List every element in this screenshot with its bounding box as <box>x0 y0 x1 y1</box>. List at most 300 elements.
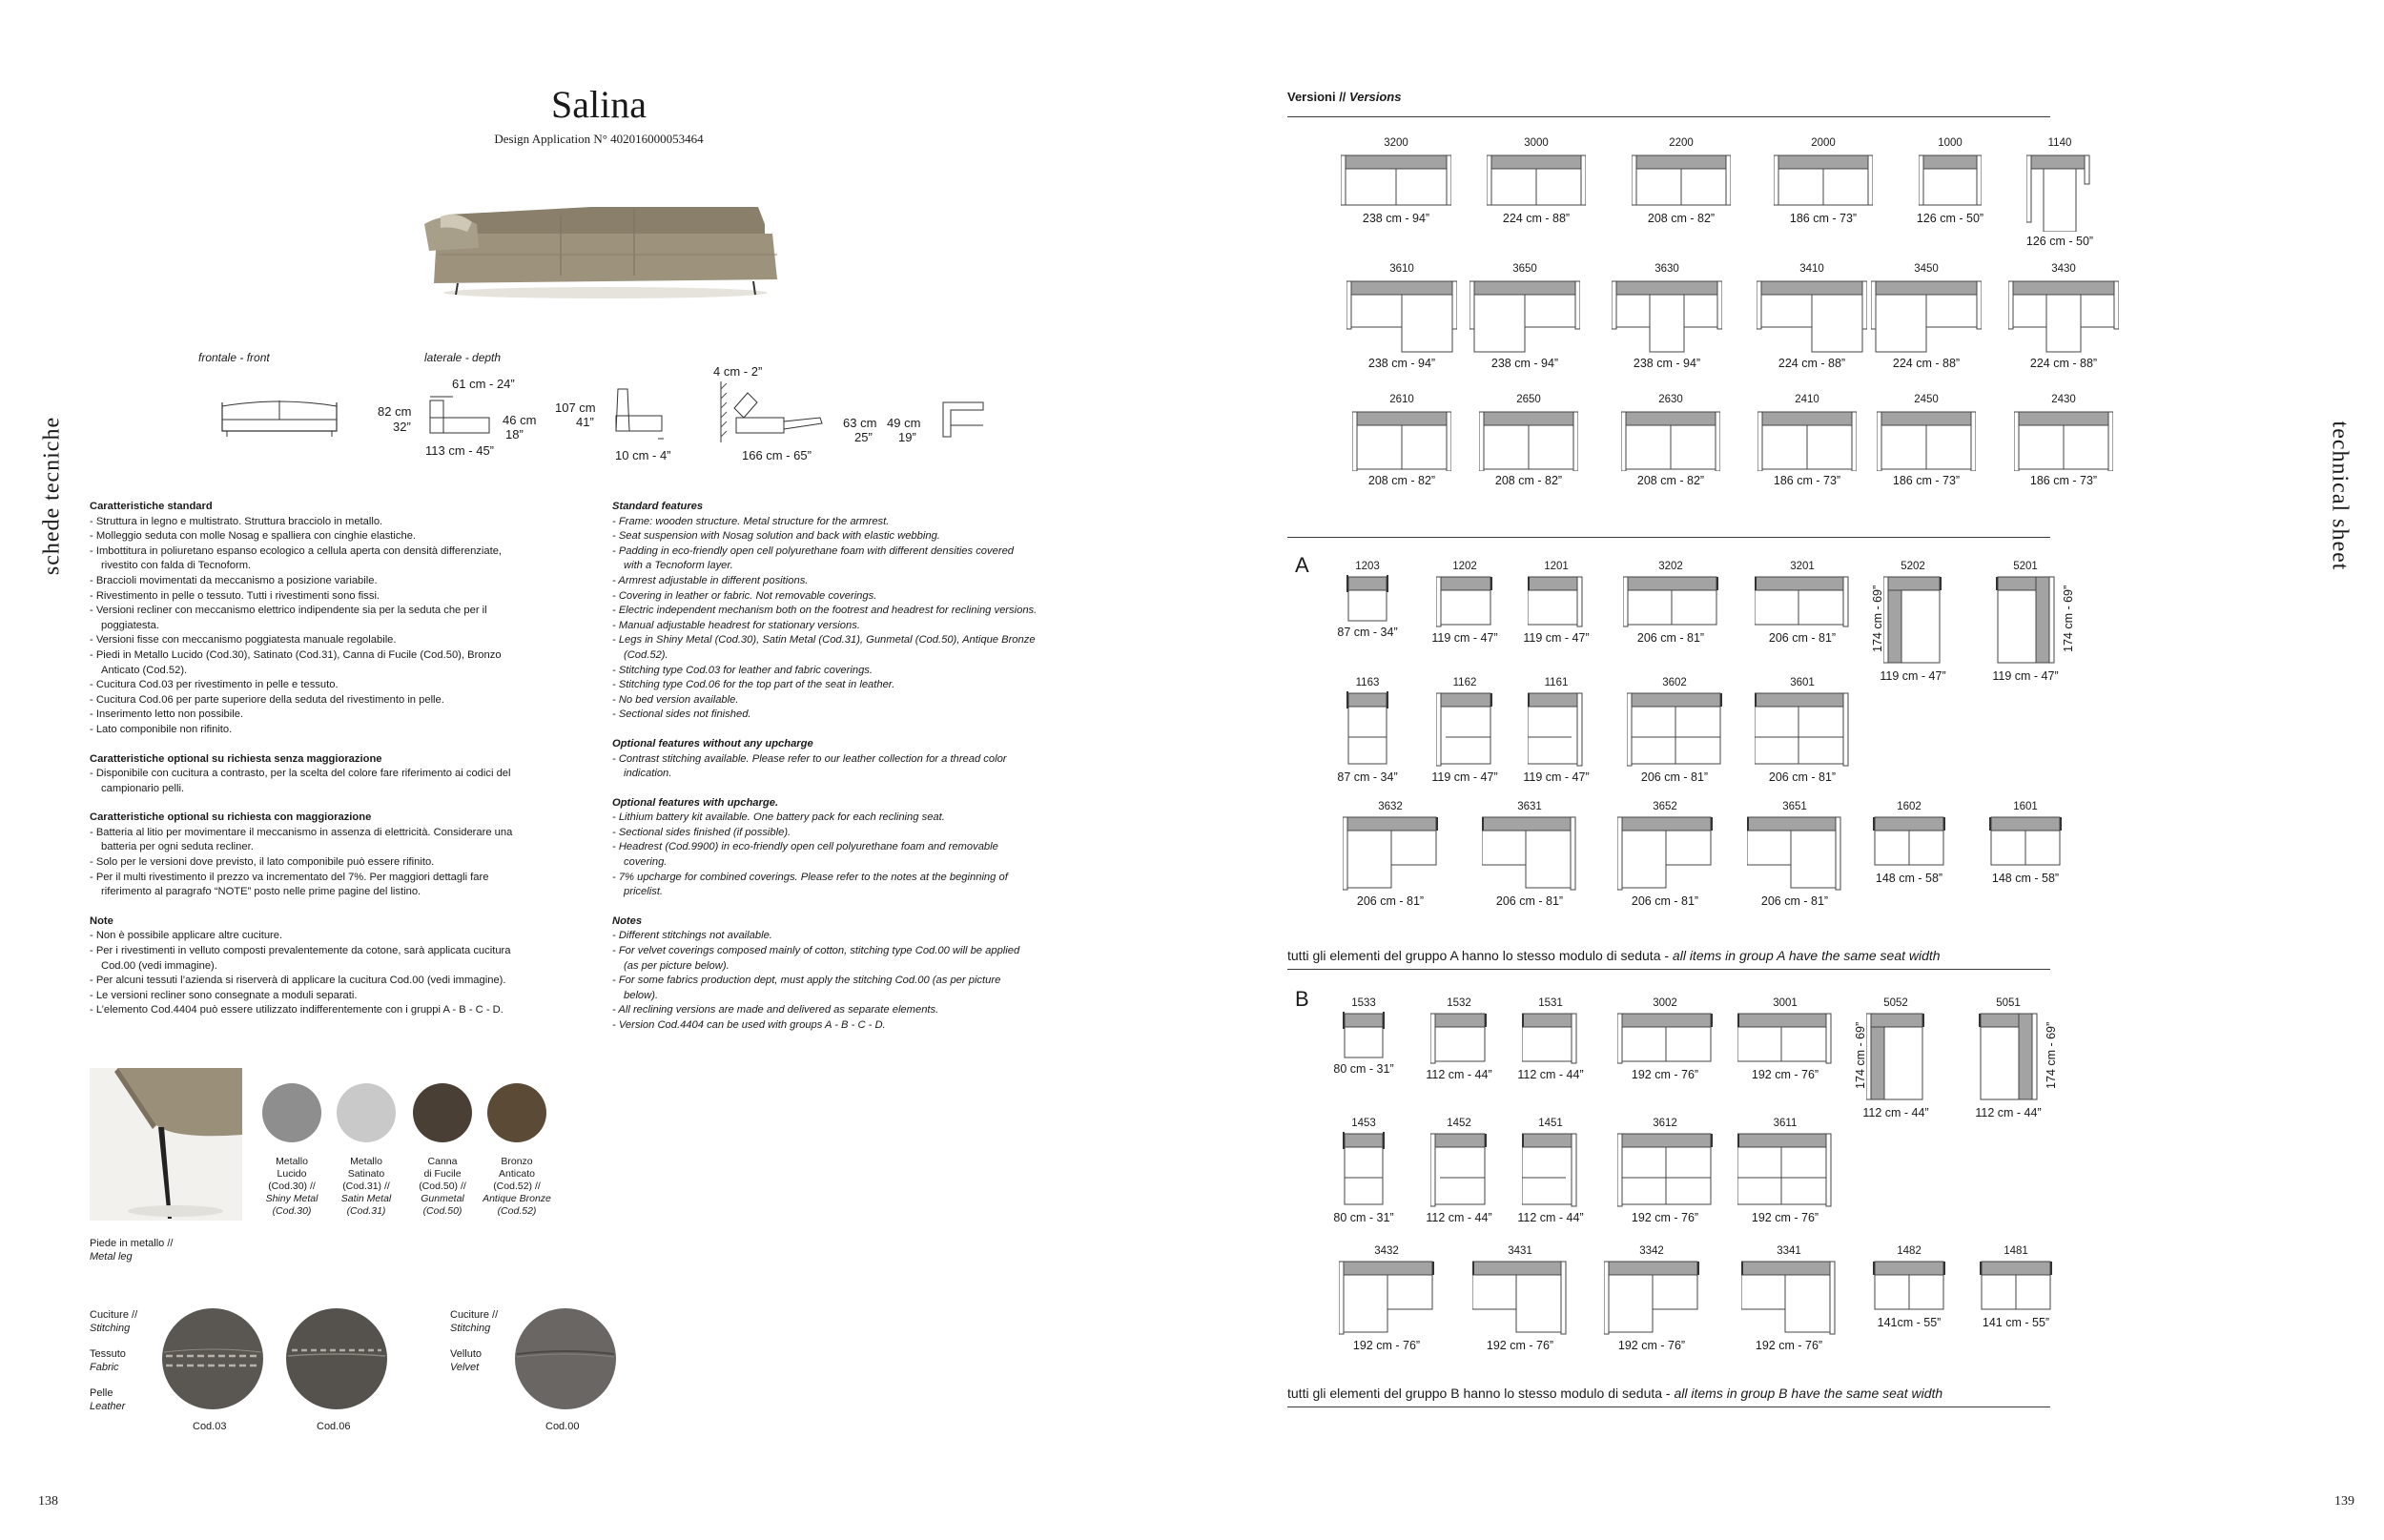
finish-caption-line: (Cod.30) <box>272 1205 312 1217</box>
sofa-module-3431 <box>1463 1245 1577 1352</box>
module-code: 1201 <box>1544 561 1569 572</box>
view-side-label: laterale - depth <box>424 351 502 364</box>
stitching-label: Cuciture // <box>90 1309 138 1321</box>
module-drawing <box>1343 815 1438 892</box>
feature-line: - Covering in leather or fabric. Not removable coverings. <box>612 589 877 602</box>
stitching-label-2-en: Stitching <box>450 1323 491 1334</box>
module-width: 224 cm - 88” <box>2029 357 2098 370</box>
module-code: 3342 <box>1639 1245 1664 1257</box>
module-width: 206 cm - 81” <box>1631 894 1699 908</box>
feature-spacer <box>90 796 605 811</box>
module-code: 3611 <box>1773 1118 1798 1129</box>
feature-line: - No bed version available. <box>612 693 739 706</box>
feature-line: - Manual adjustable headrest for stationary versions. <box>612 619 860 631</box>
module-code: 3632 <box>1378 801 1403 812</box>
stitch-sample-cod03 <box>160 1306 265 1411</box>
module-code: 3602 <box>1662 677 1687 688</box>
dim-armrest-height: 63 cm <box>843 416 877 430</box>
feature-line: - Cucitura Cod.03 per rivestimento in pelle e tessuto. <box>90 679 339 691</box>
feature-line: - Braccioli movimentati da meccanismo a posizione variabile. <box>90 574 378 586</box>
feature-line: - Batteria al litio per movimentare il meccanismo in assenza di elettricità. Considerare una <box>90 826 513 838</box>
module-drawing <box>1430 1132 1488 1208</box>
module-drawing <box>2026 152 2093 232</box>
module-code: 3000 <box>1524 137 1549 149</box>
group-a-letter: A <box>1295 553 1309 577</box>
feature-spacer <box>612 900 1127 914</box>
finish-caption-line: (Cod.31) // <box>342 1181 390 1192</box>
module-code: 3431 <box>1508 1245 1532 1257</box>
feature-line: - Cucitura Cod.06 per parte superiore della seduta del rivestimento in pelle. <box>90 693 444 706</box>
module-drawing <box>1621 408 1720 471</box>
module-code: 2430 <box>2051 394 2076 405</box>
sofa-module-3650 <box>1468 263 1582 370</box>
feature-line: covering. <box>624 856 668 869</box>
module-width: 238 cm - 94” <box>1633 357 1701 370</box>
feature-line: batteria per ogni seduta recliner. <box>101 841 254 853</box>
module-code: 1453 <box>1351 1118 1376 1129</box>
sofa-module-3651 <box>1737 801 1852 908</box>
sofa-module-3450 <box>1869 263 1983 370</box>
page-number-right: 139 <box>2334 1494 2354 1509</box>
module-drawing <box>1528 575 1585 628</box>
module-drawing <box>1522 1012 1579 1065</box>
stitch-cod06-label: Cod.06 <box>317 1421 351 1432</box>
module-drawing <box>1346 691 1388 768</box>
module-width: 206 cm - 81” <box>1768 631 1837 645</box>
velvet-label-en: Velvet <box>450 1362 480 1373</box>
feature-line: Anticato (Cod.52). <box>101 664 188 676</box>
module-code: 3450 <box>1914 263 1939 275</box>
sofa-module-1451 <box>1493 1118 1608 1224</box>
finish-caption <box>328 1156 404 1218</box>
leather-label: Pelle <box>90 1387 113 1399</box>
module-drawing <box>1612 277 1722 354</box>
feature-line: - For velvet coverings composed mainly of cotton, stitching type Cod.00 will be applied <box>612 945 1020 957</box>
module-drawing <box>1352 408 1451 471</box>
finish-caption-line: Canna <box>427 1156 458 1167</box>
feature-line: riferimento al paragrafo “NOTE” posto nelle prime pagine del listino. <box>101 886 421 898</box>
feature-line: - Seat suspension with Nosag solution and back with elastic webbing. <box>612 530 940 543</box>
module-drawing <box>2014 408 2113 471</box>
side-drawing-2 <box>610 383 668 445</box>
feature-line: - Non è possibile applicare altre cuciture. <box>90 930 283 942</box>
module-drawing <box>1436 575 1493 628</box>
finish-swatch <box>337 1083 396 1142</box>
dim-height: 82 cm <box>378 404 412 419</box>
dim-height-in: 32” <box>393 420 411 434</box>
feature-heading: Caratteristiche optional su richiesta con maggiorazione <box>90 811 372 824</box>
dim-seat-height: 46 cm <box>503 413 537 427</box>
sofa-module-3200 <box>1339 137 1453 225</box>
leg-label-en: Metal leg <box>90 1251 133 1263</box>
module-drawing <box>1469 277 1580 354</box>
module-code: 1202 <box>1452 561 1477 572</box>
module-width: 192 cm - 76” <box>1631 1068 1699 1081</box>
module-width: 206 cm - 81” <box>1495 894 1564 908</box>
feature-line: - Armrest adjustable in different positions. <box>612 574 809 586</box>
sofa-module-1161 <box>1499 677 1613 784</box>
feature-spacer <box>90 900 605 914</box>
feature-line: - Contrast stitching available. Please refer to our leather collection for a thread color <box>612 752 1007 765</box>
module-code: 1533 <box>1351 997 1376 1009</box>
module-code: 3200 <box>1384 137 1408 149</box>
module-code: 2200 <box>1669 137 1694 149</box>
sofa-module-2630 <box>1613 394 1728 487</box>
feature-line: - Versioni fisse con meccanismo poggiatesta manuale regolabile. <box>90 634 397 647</box>
sofa-module-1482 <box>1852 1245 1966 1329</box>
sofa-module-3432 <box>1329 1245 1444 1352</box>
feature-line: - Sectional sides finished (if possible). <box>612 826 791 838</box>
side-drawing-recline <box>715 380 830 444</box>
sofa-module-3002 <box>1608 997 1722 1081</box>
feature-line: - Padding in eco-friendly open cell polyurethane foam with different densities covered <box>612 544 1015 557</box>
module-code: 1161 <box>1544 677 1569 688</box>
features-italian <box>90 500 605 1018</box>
sofa-module-3410 <box>1755 263 1869 370</box>
leg-photo <box>90 1068 242 1221</box>
module-drawing <box>1346 575 1388 623</box>
module-drawing <box>1755 575 1850 628</box>
features-english <box>612 500 1127 1034</box>
module-drawing <box>1482 815 1577 892</box>
module-code: 2410 <box>1795 394 1819 405</box>
module-drawing <box>1479 408 1578 471</box>
fabric-label: Tessuto <box>90 1348 126 1360</box>
module-code: 3650 <box>1512 263 1537 275</box>
sofa-module-3611 <box>1728 1118 1842 1224</box>
feature-line: - Disponibile con cucitura a contrasto, per la scelta del colore fare riferimento ai codici del <box>90 768 511 780</box>
feature-line: poggiatesta. <box>101 619 159 631</box>
module-code: 1140 <box>2047 137 2072 149</box>
dim-armrest-height-in: 25” <box>854 430 873 444</box>
sofa-module-2430 <box>2006 394 2121 487</box>
dim-wall-gap: 4 cm - 2” <box>713 364 763 379</box>
module-width: 206 cm - 81” <box>1636 631 1705 645</box>
module-code: 3601 <box>1790 677 1815 688</box>
module-width: 192 cm - 76” <box>1755 1339 1823 1352</box>
feature-line: - Per i rivestimenti in velluto composti prevalentemente da cotone, sarà applicata cucitura <box>90 945 511 957</box>
sofa-module-3430 <box>2006 263 2121 370</box>
feature-spacer <box>612 723 1127 737</box>
module-drawing <box>1430 1012 1488 1065</box>
module-width: 206 cm - 81” <box>1768 770 1837 784</box>
sofa-module-1201 <box>1499 561 1613 645</box>
module-drawing <box>1979 1012 2038 1103</box>
module-width: 119 cm - 47” <box>1992 669 2059 683</box>
module-drawing <box>1343 1132 1385 1208</box>
finish-caption-line: Lucido <box>277 1168 307 1180</box>
side-drawing-arm <box>939 399 987 441</box>
module-code: 2650 <box>1516 394 1541 405</box>
finish-caption-line: di Fucile <box>423 1168 462 1180</box>
module-width: 192 cm - 76” <box>1751 1211 1819 1224</box>
feature-line: - Legs in Shiny Metal (Cod.30), Satin Metal (Cod.31), Gunmetal (Cod.50), Antique Bronze <box>612 634 1036 647</box>
module-drawing <box>1623 575 1718 628</box>
sofa-module-1481 <box>1959 1245 2073 1329</box>
module-code: 3612 <box>1653 1118 1677 1129</box>
module-width: 148 cm - 58” <box>1875 872 1943 885</box>
sofa-module-3001 <box>1728 997 1842 1081</box>
finish-caption-line: Metallo <box>350 1156 382 1167</box>
finish-caption-line: Bronzo <box>501 1156 533 1167</box>
feature-line: (Cod.52). <box>624 648 668 661</box>
module-width: 112 cm - 44” <box>1517 1211 1584 1224</box>
sofa-module-2610 <box>1345 394 1459 487</box>
rule-group-a <box>1287 969 2050 970</box>
module-width: 126 cm - 50” <box>1916 212 1984 225</box>
finish-caption-line: Satin Metal <box>340 1193 392 1204</box>
feature-line: - L’elemento Cod.4404 può essere utilizzato indifferentemente con i gruppi A - B - C - D. <box>90 1004 504 1016</box>
module-drawing <box>1528 691 1585 768</box>
side-label-right: technical sheet <box>2327 421 2353 571</box>
module-drawing <box>1472 1260 1568 1336</box>
feature-line: - Inserimento letto non possibile. <box>90 708 244 721</box>
module-code: 3202 <box>1658 561 1683 572</box>
feature-line: - All reclining versions are made and delivered as separate elements. <box>612 1004 939 1016</box>
finish-caption-line: (Cod.50) <box>422 1205 462 1217</box>
dim-headrest-tilt: 10 cm - 4” <box>615 448 671 462</box>
module-width: 87 cm - 34” <box>1337 626 1398 639</box>
feature-line: - Stitching type Cod.06 for the top part of the seat in leather. <box>612 679 895 691</box>
finish-swatch <box>487 1083 546 1142</box>
module-width: 208 cm - 82” <box>1647 212 1716 225</box>
module-code: 1531 <box>1538 997 1563 1009</box>
module-code: 3432 <box>1374 1245 1399 1257</box>
feature-line: - Molleggio seduta con molle Nosag e spalliera con cinghie elastiche. <box>90 530 417 543</box>
module-width: 192 cm - 76” <box>1486 1339 1554 1352</box>
module-code: 1602 <box>1897 801 1922 812</box>
sofa-photo <box>420 195 782 305</box>
finish-caption-line: Gunmetal <box>421 1193 464 1204</box>
rule-top <box>1287 116 2050 117</box>
finish-caption-line: Shiny Metal <box>265 1193 319 1204</box>
stitching-label-2: Cuciture // <box>450 1309 499 1321</box>
module-code: 2630 <box>1658 394 1683 405</box>
finish-caption-line: (Cod.52) <box>497 1205 537 1217</box>
module-code: 5202 <box>1901 561 1925 572</box>
module-drawing <box>1487 152 1586 209</box>
module-code: 1601 <box>2013 801 2038 812</box>
feature-line: with a Tecnoform layer. <box>624 560 733 572</box>
module-code: 5051 <box>1996 997 2021 1009</box>
module-code: 5052 <box>1883 997 1908 1009</box>
feature-heading: Optional features without any upcharge <box>612 737 813 749</box>
module-width: 208 cm - 82” <box>1636 474 1705 487</box>
module-width: 224 cm - 88” <box>1502 212 1571 225</box>
module-width: 208 cm - 82” <box>1494 474 1563 487</box>
module-width: 238 cm - 94” <box>1490 357 1559 370</box>
module-drawing <box>1339 1260 1434 1336</box>
module-drawing <box>1346 277 1457 354</box>
module-width: 112 cm - 44” <box>1426 1211 1492 1224</box>
module-code: 1162 <box>1452 677 1477 688</box>
sofa-module-3601 <box>1745 677 1860 784</box>
feature-line: - For some fabrics production dept, must apply the stitching Cod.00 (as per picture <box>612 975 1001 987</box>
feature-line: - Different stitchings not available. <box>612 930 772 942</box>
module-width: 112 cm - 44” <box>1862 1106 1929 1119</box>
feature-line: - Version Cod.4404 can be used with groups A - B - C - D. <box>612 1019 886 1031</box>
module-drawing <box>1774 152 1873 209</box>
sofa-module-3632 <box>1333 801 1448 908</box>
module-width: 87 cm - 34” <box>1337 770 1398 784</box>
group-b-letter: B <box>1295 987 1309 1011</box>
finish-caption-line: (Cod.31) <box>346 1205 386 1217</box>
module-width: 80 cm - 31” <box>1333 1211 1394 1224</box>
feature-line: - Sectional sides not finished. <box>612 708 751 721</box>
leg-label: Piede in metallo // <box>90 1238 174 1249</box>
module-width: 224 cm - 88” <box>1778 357 1846 370</box>
module-width: 112 cm - 44” <box>1517 1068 1584 1081</box>
finish-swatch <box>413 1083 472 1142</box>
dim-seat-height-in: 18” <box>505 427 524 441</box>
sofa-module-2650 <box>1471 394 1586 487</box>
dim-headrest-height-in: 41” <box>576 415 594 429</box>
sofa-module-2000 <box>1766 137 1880 225</box>
module-code: 1451 <box>1538 1118 1563 1129</box>
feature-line: pricelist. <box>624 886 664 898</box>
sofa-module-3342 <box>1594 1245 1709 1352</box>
finish-caption-line: Metallo <box>276 1156 308 1167</box>
finish-caption <box>479 1156 555 1218</box>
module-code: 3652 <box>1653 801 1677 812</box>
sofa-module-3000 <box>1479 137 1593 225</box>
feature-line: - Imbottitura in poliuretano espanso ecologico a cellula aperta con densità differenziate, <box>90 544 503 557</box>
leather-label-en: Leather <box>90 1401 126 1412</box>
side-drawing-1 <box>424 393 501 441</box>
feature-line: - Rivestimento in pelle o tessuto. Tutti i rivestimenti sono fissi. <box>90 589 380 602</box>
module-width: 119 cm - 47” <box>1523 770 1590 784</box>
finish-caption-line: Anticato <box>499 1168 535 1180</box>
module-drawing <box>1617 1132 1713 1208</box>
view-front-label: frontale - front <box>198 351 270 364</box>
module-drawing <box>1871 277 1982 354</box>
sofa-module-3201 <box>1745 561 1860 645</box>
module-depth: 174 cm - 69” <box>1871 585 1884 652</box>
feature-line: - Struttura in legno e multistrato. Struttura bracciolo in metallo. <box>90 515 383 527</box>
finish-caption-line: (Cod.52) // <box>493 1181 541 1192</box>
module-code: 2450 <box>1914 394 1939 405</box>
front-drawing <box>217 393 341 441</box>
stitch-sample-cod06 <box>284 1306 389 1411</box>
finish-swatch <box>262 1083 321 1142</box>
sofa-module-3612 <box>1608 1118 1722 1224</box>
feature-line: - Per alcuni tessuti l’azienda si riserverà di applicare la cucitura Cod.00 (vedi immagine). <box>90 975 506 987</box>
module-code: 3341 <box>1777 1245 1801 1257</box>
feature-line: - Stitching type Cod.03 for leather and fabric coverings. <box>612 664 873 676</box>
module-drawing <box>1757 408 1857 471</box>
module-drawing <box>1617 1012 1713 1065</box>
module-drawing <box>2008 277 2119 354</box>
feature-line: - Lithium battery kit available. One battery pack for each reclining seat. <box>612 811 945 824</box>
module-width: 186 cm - 73” <box>2029 474 2098 487</box>
module-drawing <box>1755 691 1850 768</box>
module-width: 192 cm - 76” <box>1751 1068 1819 1081</box>
module-drawing <box>1877 408 1976 471</box>
module-code: 1000 <box>1938 137 1963 149</box>
module-width: 208 cm - 82” <box>1367 474 1436 487</box>
finish-caption-line: Satinato <box>347 1168 385 1180</box>
module-code: 1481 <box>2004 1245 2028 1257</box>
sofa-module-2200 <box>1624 137 1738 225</box>
module-drawing <box>1996 575 2055 667</box>
module-drawing <box>1632 152 1731 209</box>
sofa-module-3652 <box>1608 801 1722 908</box>
feature-heading: Standard features <box>612 501 704 512</box>
dim-arm-seat: 49 cm <box>887 416 921 430</box>
feature-line: - Le versioni recliner sono consegnate a moduli separati. <box>90 989 358 1001</box>
module-code: 3651 <box>1782 801 1807 812</box>
module-width: 141cm - 55” <box>1877 1316 1942 1329</box>
module-width: 112 cm - 44” <box>1975 1106 2042 1119</box>
stitch-cod03-label: Cod.03 <box>193 1421 227 1432</box>
group-a-note: tutti gli elementi del gruppo A hanno lo stesso modulo di seduta - all items in group A have the same seat width <box>1287 948 1941 963</box>
module-width: 206 cm - 81” <box>1356 894 1425 908</box>
module-depth: 174 cm - 69” <box>1854 1021 1867 1089</box>
sofa-module-3341 <box>1732 1245 1846 1352</box>
module-drawing <box>1866 1012 1925 1103</box>
sofa-module-3631 <box>1472 801 1587 908</box>
feature-line: - Versioni recliner con meccanismo elettrico indipendente sia per la seduta che per il <box>90 605 487 617</box>
module-drawing <box>1741 1260 1837 1336</box>
feature-heading: Caratteristiche optional su richiesta senza maggiorazione <box>90 752 382 765</box>
versions-heading: Versioni // Versions <box>1287 90 1402 104</box>
finish-caption-line: (Cod.50) // <box>419 1181 466 1192</box>
module-drawing <box>1757 277 1867 354</box>
module-drawing <box>1341 152 1451 209</box>
module-width: 112 cm - 44” <box>1426 1068 1492 1081</box>
module-drawing <box>1737 1012 1833 1065</box>
module-width: 148 cm - 58” <box>1991 872 2060 885</box>
module-code: 5201 <box>2013 561 2038 572</box>
module-drawing <box>1627 691 1722 768</box>
module-code: 3002 <box>1653 997 1677 1009</box>
module-code: 3630 <box>1654 263 1679 275</box>
page-number-left: 138 <box>38 1494 58 1509</box>
module-width: 119 cm - 47” <box>1523 631 1590 645</box>
module-code: 3631 <box>1517 801 1542 812</box>
module-width: 238 cm - 94” <box>1367 357 1436 370</box>
module-drawing <box>1737 1132 1833 1208</box>
feature-heading: Optional features with upcharge. <box>612 796 779 809</box>
module-width: 186 cm - 73” <box>1892 474 1961 487</box>
module-drawing <box>1617 815 1713 892</box>
stitch-cod00-label: Cod.00 <box>545 1421 580 1432</box>
group-b-note: tutti gli elementi del gruppo B hanno lo stesso modulo di seduta - all items in group B have the same seat width <box>1287 1386 1943 1401</box>
stitch-sample-cod00 <box>513 1306 618 1411</box>
sofa-module-2410 <box>1750 394 1864 487</box>
module-drawing <box>1436 691 1493 768</box>
module-code: 3610 <box>1389 263 1414 275</box>
sofa-module-1531 <box>1493 997 1608 1081</box>
module-depth: 174 cm - 69” <box>2045 1021 2058 1089</box>
module-drawing <box>1873 1260 1945 1313</box>
feature-line: - Solo per le versioni dove previsto, il lato componibile può essere rifinito. <box>90 856 435 869</box>
sofa-module-1602 <box>1852 801 1966 885</box>
feature-line: (as per picture below). <box>624 959 730 972</box>
dim-arm-seat-in: 19” <box>898 430 916 444</box>
sofa-module-3602 <box>1617 677 1732 784</box>
module-code: 3430 <box>2051 263 2076 275</box>
sofa-module-3202 <box>1613 561 1728 645</box>
feature-heading: Notes <box>612 914 643 927</box>
module-drawing <box>1604 1260 1699 1336</box>
module-code: 1163 <box>1355 677 1380 688</box>
module-width: 192 cm - 76” <box>1631 1211 1699 1224</box>
feature-line: below). <box>624 989 659 1001</box>
module-width: 238 cm - 94” <box>1362 212 1430 225</box>
dim-armrest: 61 cm - 24” <box>452 377 515 391</box>
module-drawing <box>1989 815 2062 869</box>
